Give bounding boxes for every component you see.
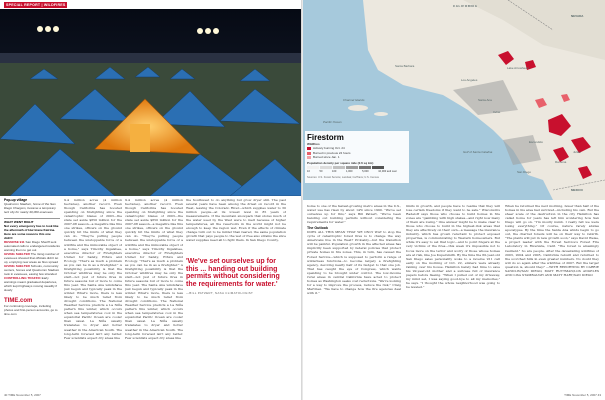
legend-swatch <box>307 156 311 159</box>
time-com-link[interactable]: TIME.com <box>4 298 33 304</box>
density-scale <box>307 166 407 169</box>
article-column-3: the Southwest to do anything but grow dryer still. The past several years have been among the driest on record in the West, leaving the Colorado River—which supplies water to 30 million people—at its lowest level in 85 years of measurements. If the mountain snowpack that stores much of the water used by the West were to melt because of higher temperatures, all the reservoirs in the world might not be enough to keep the region wet. Even if the effects of climate change turn out to be milder than feared, the same population growth that pays people to the wet of free also strains the slice water supplies need all to fight them. In San Diego County, <box>186 198 286 243</box>
outlook-heading: The Outlook <box>307 226 328 231</box>
legend-title: Firestorm <box>307 133 344 142</box>
label-nevada: NEVADA <box>571 14 584 18</box>
label-city: Irvine <box>493 110 501 114</box>
sidebar-item: GIVING SHELTER Schools, community centers, homes and Qualcomm Stadium took in evacuees, easing few stranded <box>4 264 60 276</box>
legend-swatch <box>307 152 311 155</box>
right-column-1: home to one of the fastest-growing metro areas in the U.S., water use has risen by about 14% since 1990. "We've set ourselves up for this," says Bill Patzert, "We've been handing out building permits without considering the requirements for water." The Outlook DOES ALL THIS MEAN THAT WE ONLY WAY to stop the cycle of catastrophic forest fires is to change the way Americans live in the West? Probably—but the transition will be painful. Population growth in the affected areas has implicitly been supported by federal policies that protect private homes in fire zones. This, in turn, has caused the Forest Service—which is supposed to perform a range of wilderness functions—to become largely a firefighting agency, devoting nearly half of its budget to that one job. That has caught the eye of Congress, which wants spending to be brought under control. The low-income rural areas in central California have acted to protect homes as Washington seeks cost reductions. "We're looking for a way to improve the process, reduce the risk," Craig Martinez. "We have to change how the fire agencies deal with it." <box>307 204 401 295</box>
label-city: Lake Arrowhead <box>507 66 529 70</box>
right-page <box>303 0 605 400</box>
folio-right: TIME November 5, 2007 43 <box>564 393 601 397</box>
label-city: Santa Barbara <box>395 64 415 68</box>
legend-density-heading: Population density per square mile (2.6 sq km) <box>307 160 374 165</box>
label-city: Los Angeles <box>461 78 478 82</box>
article-column-2: 9.4 million acres (4 million hectares), another record. Even though California has boosted spending on firefighting since the catastrophic blazes of 2003—the state set aside $650 million for the 2007-08 season—a megafire like this one strikes, officers on the ground quickly hit the limits of what they can do. "They're putting people between the unstoppable force of a wildfire and the immovable object of a home," says Timothy Ingalsbee, executive director of Firefighters United for Safety, Ethics and Ecology. "That's as much a problem as you can be in as a firefighter." A firefighting possibility is that the October wildfires may be only the start—not just of future fires in future seasons but of more to come this year. The Santa Ana windshave just begun and typically peak in the winter. What's more, there is less likely to be much relief from drought conditions. The National Weather Service predicts a La Niña pattern this winter, which occurs when sea temperatures cool in the equatorial Pacific Ocean are cooler than usual. La Niña usually translates to dryer and hotter weather in the American South. The long-term forecast isn't any better. Few scientists expect dry areas like <box>125 198 183 340</box>
outlook-text: DOES ALL THIS MEAN THAT WE ONLY WAY to stop the cycle of catastrophic forest fires is to change the way Americans live in the West? Probably—but the transition will be painful. Population growth in the affected areas has implicitly been supported by federal policies that protect private homes in fire zones. This, in turn, has caused the Forest Service—which is supposed to perform a range of wilderness functions—to become largely a firefighting agency, devoting nearly half of its budget to that one job. That has caught the eye of Congress, which wants spending to be brought under control. The low-income rural areas in central California have acted to protect homes as Washington seeks cost reductions. "We're looking for a way to improve the process, reduce the risk," Craig Martinez. "We have to change how the fire agencies deal with it." <box>307 230 401 295</box>
site-note: For continuing coverage, including photos and first-person accounts, go to time.com <box>4 304 58 316</box>
label-channel-islands: Channel Islands <box>343 98 365 102</box>
section-tag: SPECIAL REPORT | WILDFIRES <box>6 3 66 7</box>
legend-source: Sources: U.S. Forest Service; Landsat; CalTrans; U.S. Census <box>307 176 379 180</box>
map-legend <box>305 131 409 183</box>
folio-left: 40 TIME November 5, 2007 <box>4 393 41 397</box>
legend-swatch <box>307 147 311 150</box>
sidebar-intro: Not every emergency has to look like the aftermath of Hurricane Katrina. Here are some reasons this one didn't: <box>4 224 59 240</box>
right-column-2: limits in growth, and people have to realize that they will lose certain freedoms if they want to be safe." Wisconsin's Radeloff says those who choose to build homes in fire zones are "gambling with high stakes—and right now many of them are losing." One answer might be to make clear to those who choose to build in the highest-risk areas that they are effectively on their own—a message the insurance industry, which has grown reluctant to protect exposed properties, is communicating to Western homeowners. But while it's easy to set that logic—and to point fingers at the very victims of the fires—this week it's impossible not to focus more on the terror and worry of those whose homes are at risk, like Joe Kupersmith. By the time the 60-year-old San Diego sales personality woke to a reverse 911 call early on the morning of Oct. 22, embers were already raining over his house. Hamilton barely had time to save his 92-year-old mother and a suitcase full of insurance papers before fleeing. "When I pulled out of my driveway, my mind set, I was saying good-bye to all my memories," he says. "I thought the whole neighborhood was going to be leveled." <box>406 204 500 289</box>
firestorm-map <box>303 0 605 200</box>
sidebar-heading: WHAT WENT RIGHT <box>4 218 60 224</box>
label-city: Escondido <box>529 140 544 144</box>
stadium-photo <box>0 9 302 196</box>
legend-item: Burned since Jan. 1 <box>307 155 407 159</box>
legend-item: Actively burning Oct. 24 <box>307 146 407 150</box>
legend-wildfires-heading: Wildfires <box>307 142 320 146</box>
left-page <box>0 0 302 400</box>
sidebar-item: GIVING SHELTER The rising number of evacuees showed that officials didn't let up, emptying new areas as fires spread <box>4 252 60 264</box>
label-city: San Diego <box>517 170 532 174</box>
label-city: Santa Ana <box>478 98 492 102</box>
sidebar-item: CONTROLLING TRAFFIC Early warnings meant graduated departures, which kept highways moving steadily if slowly <box>4 276 58 292</box>
label-city: Ramona <box>555 160 567 164</box>
caption-text: Qualcomm Stadium, home of the San Diego Chargers, became a temporary tent city for nearly 40,000 evacuees <box>4 202 56 214</box>
sidebar-item: REVERSE 911 San Diego Sheriff sent automated calls to endangered residents warning them to get out <box>4 240 60 252</box>
label-california: CALIFORNIA <box>453 4 478 8</box>
label-pacific: Pacific Ocean <box>323 120 342 124</box>
density-labels: 10 50 100 1,000 5,000 10,000 and over <box>307 170 397 174</box>
caption-title: Pop-up village <box>4 198 28 202</box>
label-gulf: Gulf of Santa Catalina <box>463 150 493 154</box>
article-column-1: 9.4 million acres (4 million hectares), another record. Even though California has boosted spending on firefighting since the catastrophic blazes of 2003—the state set aside $650 million for the 2007-08 season—a megafire like this one strikes, officers on the ground quickly hit the limits of what they can do. "They're putting people between the unstoppable force of a wildfire and the immovable object of a home," says Timothy Ingalsbee, executive director of Firefighters United for Safety, Ethics and Ecology. "That's as much a problem as you can be in as a firefighter." A firefighting possibility is that the October wildfires may be only the start—not just of future fires in future seasons but of more to come this year. The Santa Ana windshave just begun and typically peak in the winter. What's more, there is less likely to be much relief from drought conditions. The National Weather Service predicts a La Niña pattern this winter, which occurs when sea temperatures cool in the equatorial Pacific Ocean are cooler than usual. La Niña usually translates to dryer and hotter weather in the American South. The long-term forecast isn't any better. Few scientists expect dry areas like <box>64 198 122 340</box>
label-city: Julian <box>573 150 581 154</box>
sidebar <box>4 198 60 316</box>
label-mexico: MEXICO <box>571 188 583 192</box>
tent-city-image <box>0 9 302 196</box>
pull-quote: 'We've set ourselves up for this ... handing out building permits without considering the requirements for water.' —BILL PATZERT, NASA CLIMATOLOGIST <box>186 258 280 296</box>
right-column-3: When he returned the next morning, fewer than half of the homes in his area had survived—including his own. But the sheer scale of the destruction in the city Hamilton has called home for years has left him wondering how San Diego will go on. "I'm mostly numb. I really felt we were losing everything." Of course, nature rarely abides apocalypse. By the time the Santa Ana winds begin to go out, the charred forests will be on their way to rebirth. "The plants will put in new growth soon," says David Weise, a project leader with the Forest Service's Forest Fire Laboratory in Riverside, Calif. "The forest is amazingly resilient." So are people. After the devastating wildfires of 2003, 2004 and 2005, California rebuilt and returned to the scorched hills in even greater numbers. No doubt they will do so again after the wildfires of 2007. But the larger question is, should they? —WITH REPORTING BY CARRIE SANDLIN/SAN DIEGO, MATT RUTTMAN/LOS ANGELES AND LISA STAMBAUGH AND MATT HART/SAN DIEGO <box>505 204 599 277</box>
legend-item: Burned in previous 24 hours <box>307 151 407 155</box>
